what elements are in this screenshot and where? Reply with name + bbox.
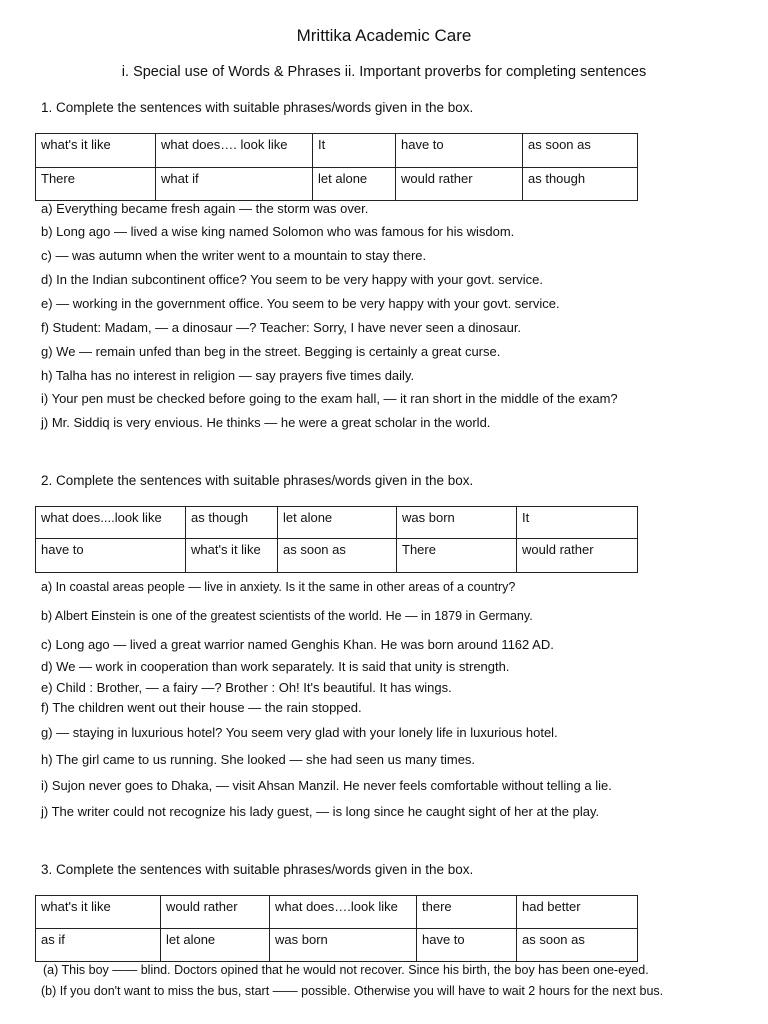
section-2-heading: 2. Complete the sentences with suitable phrases/words given in the box. [41,473,474,488]
sentence-line: e) — working in the government office. You seem to be very happy with your govt. service. [41,296,560,311]
word-box-cell: let alone [313,168,396,201]
sentence-line: j) Mr. Siddiq is very envious. He thinks — he were a great scholar in the world. [41,415,491,430]
sentence-line: a) In coastal areas people — live in anxiety. Is it the same in other areas of a country? [41,580,516,594]
word-box-cell: There [36,168,156,201]
sentence-line: f) Student: Madam, — a dinosaur —? Teacher: Sorry, I have never seen a dinosaur. [41,320,522,335]
word-box-cell: there [417,896,517,929]
sentence-line: (b) If you don't want to miss the bus, start —— possible. Otherwise you will have to wait 2 hours for the next bus. [41,984,664,998]
word-box-cell: would rather [396,168,523,201]
page-subtitle: i. Special use of Words & Phrases ii. Important proverbs for completing sentences [121,64,647,80]
sentence-line: e) Child : Brother, — a fairy —? Brother : Oh! It's beautiful. It has wings. [41,680,452,695]
word-box-cell: as if [36,929,161,962]
word-box-cell: have to [417,929,517,962]
sentence-line: g) — staying in luxurious hotel? You seem very glad with your lonely life in luxurious hotel. [41,725,558,740]
word-box-cell: let alone [161,929,270,962]
word-box-cell: what does....look like [36,507,186,539]
sentence-line: b) Long ago — lived a wise king named Solomon who was famous for his wisdom. [41,224,515,239]
sentence-line: (a) This boy —— blind. Doctors opined that he would not recover. Since his birth, the boy has been one-eyed. [43,963,649,977]
sentence-line: c) Long ago — lived a great warrior named Genghis Khan. He was born around 1162 AD. [41,637,554,652]
word-box-cell: as though [523,168,638,201]
sentence-line: i) Your pen must be checked before going to the exam hall, — it ran short in the middle of the exam? [41,391,618,406]
sentence-line: d) In the Indian subcontinent office? You seem to be very happy with your govt. service. [41,272,544,287]
word-box-cell: had better [517,896,638,929]
section-3-heading: 3. Complete the sentences with suitable phrases/words given in the box. [41,862,474,877]
word-box-cell: was born [270,929,417,962]
word-box-cell: would rather [517,539,638,573]
section-3-word-box [35,895,638,962]
word-box-cell: It [313,134,396,168]
sentence-line: h) The girl came to us running. She looked — she had seen us many times. [41,752,476,767]
word-box-cell: let alone [278,507,397,539]
word-box-cell: as though [186,507,278,539]
sentence-line: d) We — work in cooperation than work separately. It is said that unity is strength. [41,659,510,674]
word-box-cell: as soon as [517,929,638,962]
word-box-cell: have to [396,134,523,168]
word-box-cell: as soon as [523,134,638,168]
sentence-line: h) Talha has no interest in religion — say prayers five times daily. [41,368,415,383]
sentence-line: b) Albert Einstein is one of the greatest scientists of the world. He — in 1879 in Germany. [41,609,533,623]
page-title: Mrittika Academic Care [296,26,472,45]
word-box-cell: as soon as [278,539,397,573]
section-1-word-box [35,133,638,201]
word-box-cell: what's it like [36,134,156,168]
word-box-cell: what does….look like [270,896,417,929]
sentence-line: j) The writer could not recognize his lady guest, — is long since he caught sight of her at the play. [41,804,600,819]
sentence-line: g) We — remain unfed than beg in the street. Begging is certainly a great curse. [41,344,501,359]
word-box-cell: what's it like [36,896,161,929]
word-box-cell: what does…. look like [156,134,313,168]
word-box-cell: have to [36,539,186,573]
section-2-word-box [35,506,638,573]
word-box-cell: would rather [161,896,270,929]
sentence-line: c) — was autumn when the writer went to a mountain to stay there. [41,248,427,263]
section-1-heading: 1. Complete the sentences with suitable phrases/words given in the box. [41,100,474,115]
word-box-cell: It [517,507,638,539]
sentence-line: i) Sujon never goes to Dhaka, — visit Ahsan Manzil. He never feels comfortable without telling a lie. [41,778,612,793]
word-box-cell: There [397,539,517,573]
sentence-line: a) Everything became fresh again — the storm was over. [41,201,369,216]
word-box-cell: was born [397,507,517,539]
word-box-cell: what's it like [186,539,278,573]
word-box-cell: what if [156,168,313,201]
sentence-line: f) The children went out their house — the rain stopped. [41,700,362,715]
